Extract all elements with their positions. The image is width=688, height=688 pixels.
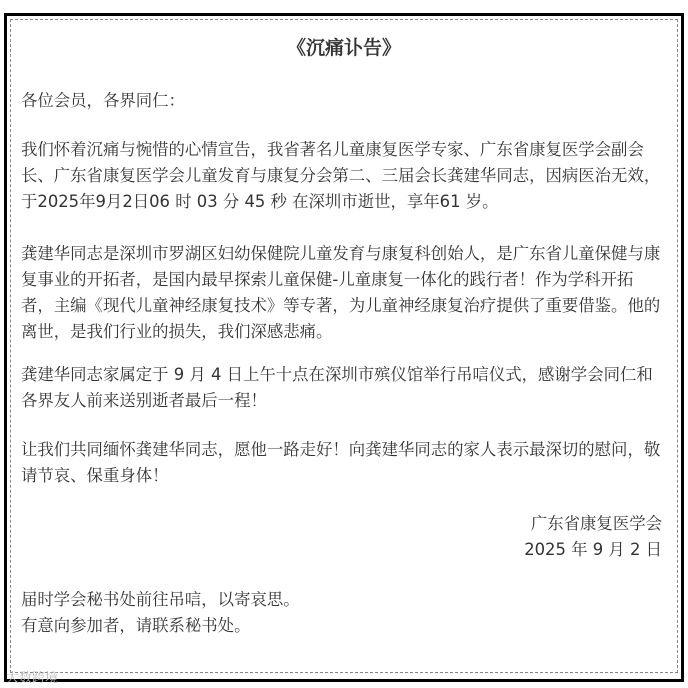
paragraph-ceremony: 龚建华同志家属定于 9 月 4 日上午十点在深圳市殡仪馆举行吊唁仪式，感谢学会同仁和各界友人前来送别逝者最后一程！: [21, 365, 653, 410]
signature-org: 广东省康复医学会: [530, 514, 662, 533]
paragraph-announcement: 我们怀着沉痛与惋惜的心情宣告，我省著名儿童康复医学专家、广东省康复医学会副会长、广东省康复医学会儿童发育与康复分会第二、三届会长龚建华同志，因病医治无效，于2025年9月2日06 时 03 分 45 秒 在深圳市逝世，享年61 岁。: [21, 140, 661, 211]
paragraph-condolence: 让我们共同缅怀龚建华同志，愿他一路走好！向龚建华同志的家人表示最深切的慰问，敬请节哀、保重身体！: [21, 440, 661, 485]
dashed-frame: [10, 19, 678, 673]
paragraph-biography: 龚建华同志是深圳市罗湖区妇幼保健院儿童发育与康复科创始人，是广东省儿童保健与康复事业的开拓者，是国内最早探索儿童保健-儿童康复一体化的践行者！作为学科开拓者，主编《现代儿童神经康复技术》等专著，为儿童神经康复治疗提供了重要借鉴。他的离世，是我们行业的损失，我们深感悲痛。: [21, 244, 661, 341]
footer-note-1: 届时学会秘书处前往吊唁，以寄哀思。: [21, 590, 300, 609]
footer-note-2: 有意向参加者，请联系秘书处。: [21, 616, 251, 635]
signature-date: 2025 年 9 月 2 日: [524, 540, 662, 559]
watermark: 大数跨境: [6, 671, 59, 686]
greeting: 各位会员，各界同仁：: [21, 91, 185, 110]
page-title: 《沉痛讣告》: [286, 37, 401, 59]
